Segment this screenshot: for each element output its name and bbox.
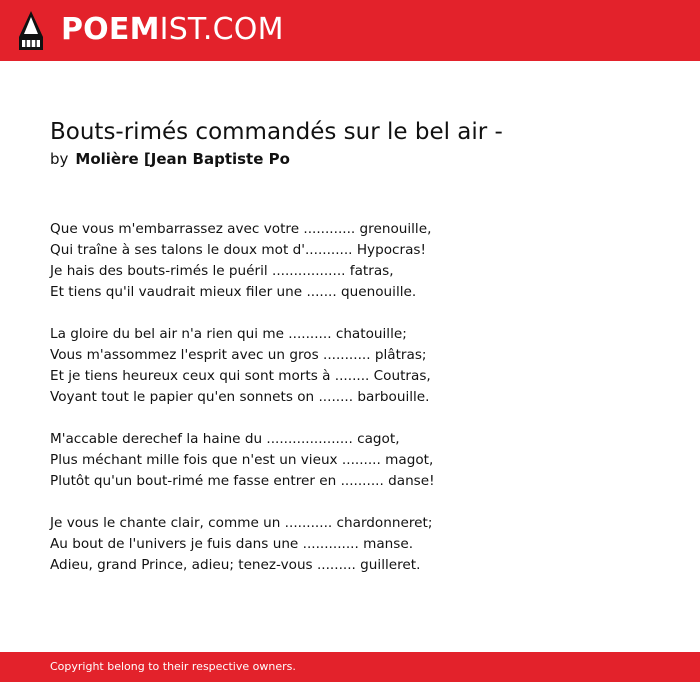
poem-line: Qui traîne à ses talons le doux mot d'........... Hypocras! bbox=[50, 242, 426, 258]
poem-line: Et tiens qu'il vaudrait mieux filer une ....... quenouille. bbox=[50, 284, 417, 300]
stanza bbox=[50, 429, 650, 492]
site-header bbox=[0, 0, 700, 61]
stanza bbox=[50, 324, 650, 408]
poem-line: Au bout de l'univers je fuis dans une ............. manse. bbox=[50, 536, 414, 552]
poem-line: Voyant tout le papier qu'en sonnets on ........ barbouille. bbox=[50, 389, 430, 405]
poem-byline bbox=[50, 149, 290, 169]
logo-text-bold: POEM bbox=[61, 12, 160, 47]
copyright-text: Copyright belong to their respective owners. bbox=[50, 660, 296, 673]
poem-line: Et je tiens heureux ceux qui sont morts à ........ Coutras, bbox=[50, 368, 431, 384]
poem-line: Plutôt qu'un bout-rimé me fasse entrer en .......... danse! bbox=[50, 473, 435, 489]
logo-text-light: IST.COM bbox=[159, 12, 284, 47]
poem-line: Je vous le chante clair, comme un ........... chardonneret; bbox=[50, 515, 433, 531]
author-link[interactable]: Molière [Jean Baptiste Po bbox=[75, 150, 290, 168]
site-footer bbox=[0, 652, 700, 682]
site-logo-link[interactable] bbox=[61, 12, 284, 48]
poem-title: Bouts-rimés commandés sur le bel air - bbox=[50, 119, 503, 145]
pencil-logo-icon[interactable] bbox=[18, 10, 44, 52]
poem-line: Que vous m'embarrassez avec votre ............ grenouille, bbox=[50, 221, 432, 237]
poem-line: Vous m'assommez l'esprit avec un gros ........... plâtras; bbox=[50, 347, 427, 363]
poem-line: M'accable derechef la haine du .................... cagot, bbox=[50, 431, 400, 447]
poem-line: Je hais des bouts-rimés le puéril ................. fatras, bbox=[50, 263, 394, 279]
stanza bbox=[50, 219, 650, 303]
by-label: by bbox=[50, 150, 69, 168]
poem-line: La gloire du bel air n'a rien qui me .......... chatouille; bbox=[50, 326, 407, 342]
poem-line: Plus méchant mille fois que n'est un vieux ......... magot, bbox=[50, 452, 434, 468]
poem-body bbox=[50, 219, 650, 597]
poem-line: Adieu, grand Prince, adieu; tenez-vous ......... guilleret. bbox=[50, 557, 421, 573]
stanza bbox=[50, 513, 650, 576]
